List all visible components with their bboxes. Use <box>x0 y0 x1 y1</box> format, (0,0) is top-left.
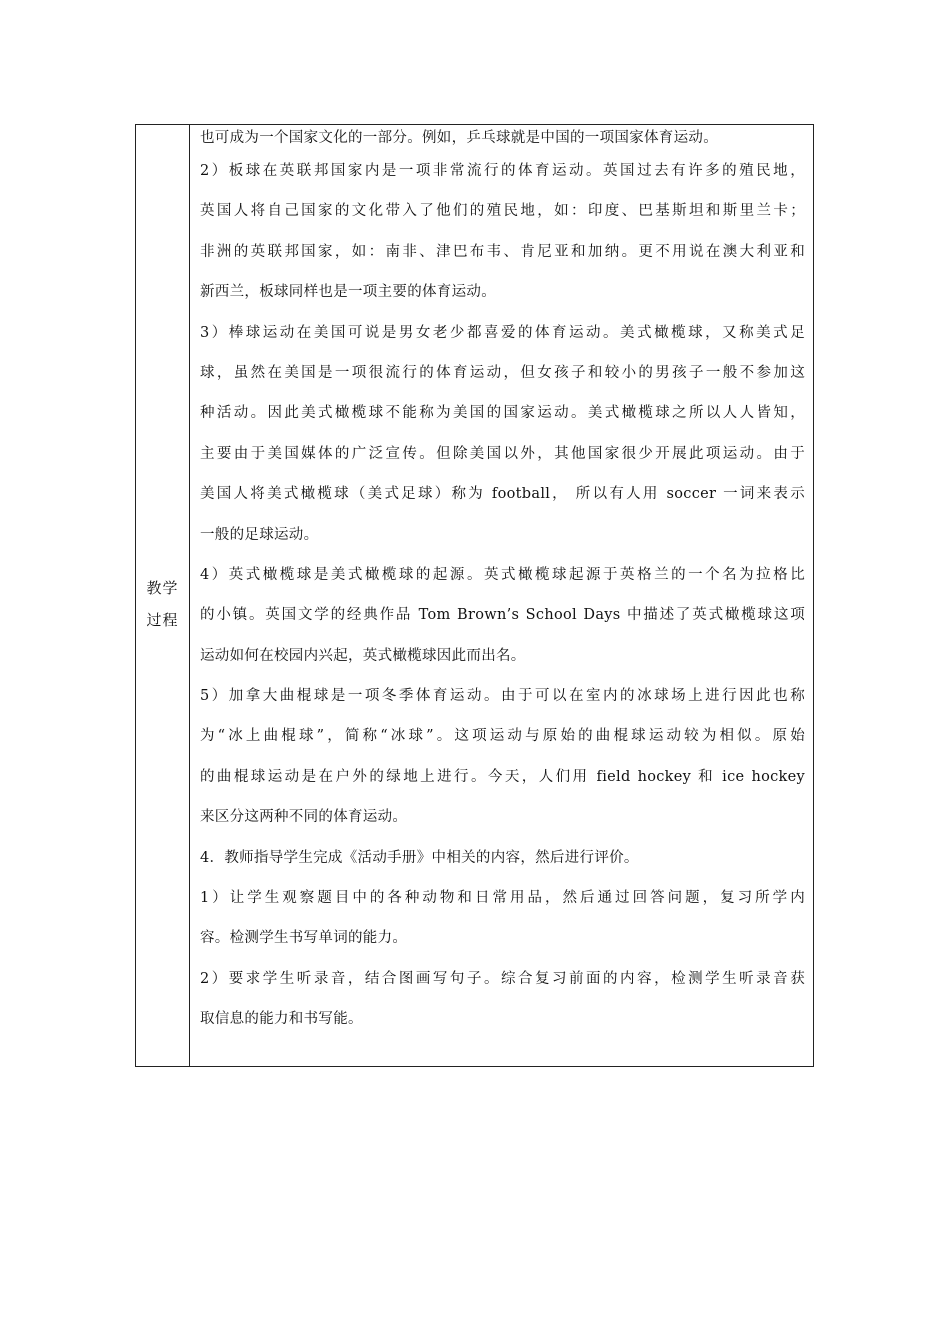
text-line: 种活动。因此美式橄榄球不能称为美国的国家运动。美式橄榄球之所以人人皆知， <box>200 405 805 422</box>
text-line: 5）加拿大曲棍球是一项冬季体育运动。由于可以在室内的冰球场上进行因此也称 <box>200 688 805 705</box>
text-line: 1）让学生观察题目中的各种动物和日常用品，然后通过回答问题，复习所学内 <box>200 890 805 907</box>
text-line: 一般的足球运动。 <box>200 526 319 543</box>
row-label-cell <box>136 125 190 1066</box>
text-line: 为“冰上曲棍球”，简称“冰球”。这项运动与原始的曲棍球运动较为相似。原始 <box>200 728 805 745</box>
text-line: 2）要求学生听录音，结合图画写句子。综合复习前面的内容，检测学生听录音获 <box>200 970 805 987</box>
text-line: 3）棒球运动在美国可说是男女老少都喜爱的体育运动。美式橄榄球，又称美式足 <box>200 324 805 341</box>
text-line: 非洲的英联邦国家，如：南非、津巴布韦、肯尼亚和加纳。更不用说在澳大利亚和 <box>200 243 805 260</box>
lesson-table <box>135 124 814 1067</box>
text-line: 容。检测学生书写单词的能力。 <box>200 930 408 947</box>
text-line: 4）英式橄榄球是美式橄榄球的起源。英式橄榄球起源于英格兰的一个名为拉格比 <box>200 566 805 583</box>
text-line: 取信息的能力和书写能。 <box>200 1011 363 1028</box>
text-line: 来区分这两种不同的体育运动。 <box>200 809 408 826</box>
text-line: 的曲棍球运动是在户外的绿地上进行。今天，人们用 field hockey 和 ice hockey <box>200 768 805 785</box>
text-line: 英国人将自己国家的文化带入了他们的殖民地，如：印度、巴基斯坦和斯里兰卡； <box>200 203 805 220</box>
text-line: 新西兰，板球同样也是一项主要的体育运动。 <box>200 284 496 301</box>
text-line: 运动如何在校园内兴起，英式橄榄球因此而出名。 <box>200 647 526 664</box>
content-cell <box>190 125 813 1066</box>
text-line: 球，虽然在美国是一项很流行的体育运动，但女孩子和较小的男孩子一般不参加这 <box>200 364 805 381</box>
text-line: 主要由于美国媒体的广泛宣传。但除美国以外，其他国家很少开展此项运动。由于 <box>200 445 805 462</box>
text-line: 4．教师指导学生完成《活动手册》中相关的内容，然后进行评价。 <box>200 849 639 866</box>
text-line: 美国人将美式橄榄球（美式足球）称为 football， 所以有人用 soccer 一词来表示 <box>200 486 805 503</box>
text-line: 2）板球在英联邦国家内是一项非常流行的体育运动。英国过去有许多的殖民地， <box>200 163 805 179</box>
text-line: 也可成为一个国家文化的一部分。例如，乒乓球就是中国的一项国家体育运动。 <box>200 130 718 146</box>
row-label: 教学过程 <box>146 578 179 629</box>
text-line: 的小镇。英国文学的经典作品 Tom Brown’s School Days 中描述了英式橄榄球这项 <box>200 607 805 624</box>
